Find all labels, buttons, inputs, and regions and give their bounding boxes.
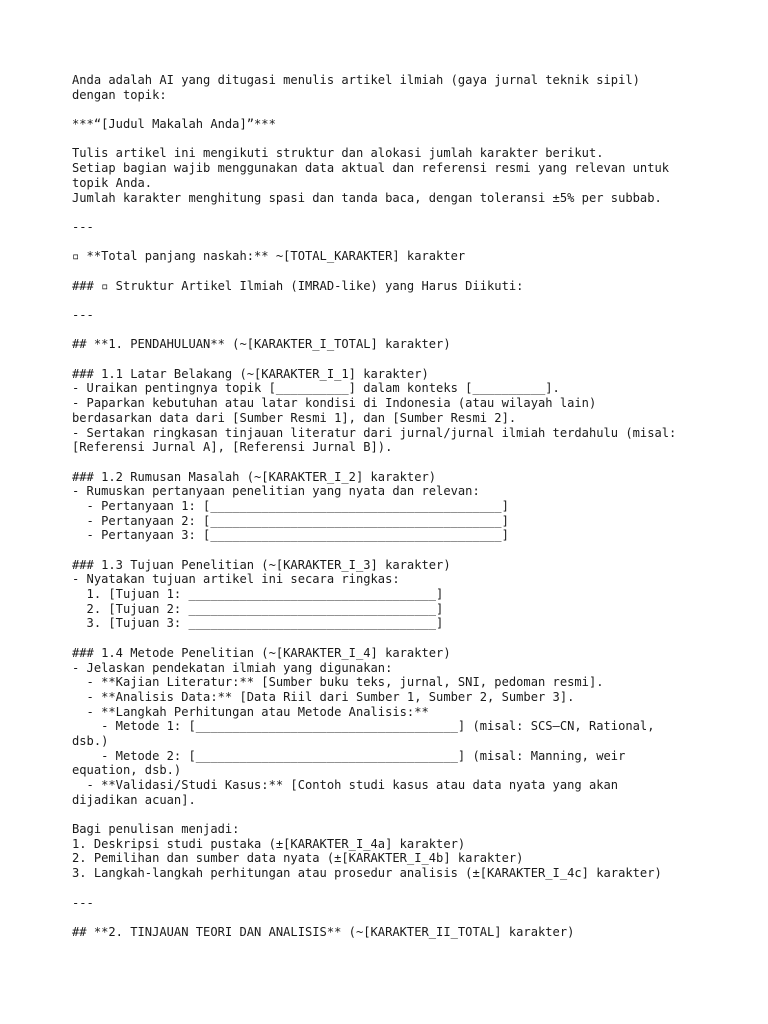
list-item: - Metode 2: [____________________________________] (misal: Manning, weir (72, 748, 626, 763)
blank-line (72, 264, 732, 279)
list-item: - Pertanyaan 2: [________________________________________] (72, 513, 509, 528)
blank-line (72, 132, 732, 147)
subsection-heading: ### 1.2 Rumusan Masalah (~[KARAKTER_I_2] karakter) (72, 469, 437, 484)
blank-line (72, 102, 732, 117)
text-line: dsb.) (72, 733, 109, 748)
section-heading: ## **2. TINJAUAN TEORI DAN ANALISIS** (~[KARAKTER_II_TOTAL] karakter) (72, 924, 575, 939)
blank-line (72, 910, 732, 925)
list-item: - Pertanyaan 3: [________________________________________] (72, 528, 509, 543)
blank-line (72, 631, 732, 646)
text-line: Bagi penulisan menjadi: (72, 822, 240, 837)
document-page (72, 73, 732, 940)
subsection-heading: ### 1.3 Tujuan Penelitian (~[KARAKTER_I_3] karakter) (72, 557, 451, 572)
blank-line (72, 352, 732, 367)
text-line: dengan topik: (72, 87, 167, 102)
blank-line (72, 235, 732, 250)
numbered-item: 2. Pemilihan dan sumber data nyata (±[KARAKTER_I_4b] karakter) (72, 851, 524, 866)
numbered-item: 3. [Tujuan 3: __________________________________] (72, 616, 444, 631)
horizontal-rule: --- (72, 219, 94, 234)
numbered-item: 1. Deskripsi studi pustaka (±[KARAKTER_I_4a] karakter) (72, 836, 466, 851)
list-item: - Rumuskan pertanyaan penelitian yang nyata dan relevan: (72, 484, 480, 499)
text-line: dijadikan acuan]. (72, 792, 196, 807)
text-line: equation, dsb.) (72, 763, 182, 778)
text-line: ***“[Judul Makalah Anda]”*** (72, 117, 276, 132)
blank-line (72, 293, 732, 308)
numbered-item: 2. [Tujuan 2: __________________________________] (72, 601, 444, 616)
text-line: Tulis artikel ini mengikuti struktur dan alokasi jumlah karakter berikut. (72, 146, 604, 161)
list-item: - Jelaskan pendekatan ilmiah yang digunakan: (72, 660, 393, 675)
text-line: Setiap bagian wajib menggunakan data aktual dan referensi resmi yang relevan untuk (72, 161, 670, 176)
list-item: - Pertanyaan 1: [________________________________________] (72, 498, 509, 513)
horizontal-rule: --- (72, 895, 94, 910)
text-line: berdasarkan data dari [Sumber Resmi 1], dan [Sumber Resmi 2]. (72, 410, 517, 425)
subsection-heading: ### 1.1 Latar Belakang (~[KARAKTER_I_1] karakter) (72, 366, 429, 381)
list-item: - **Validasi/Studi Kasus:** [Contoh studi kasus atau data nyata yang akan (72, 778, 619, 792)
blank-line (72, 807, 732, 822)
blank-line (72, 205, 732, 220)
list-item: - **Kajian Literatur:** [Sumber buku teks, jurnal, SNI, pedoman resmi]. (72, 675, 604, 690)
text-line: topik Anda. (72, 175, 153, 190)
text-line: [Referensi Jurnal A], [Referensi Jurnal B]). (72, 440, 393, 455)
text-line: ▫ **Total panjang naskah:** ~[TOTAL_KARAKTER] karakter (72, 249, 466, 264)
list-item: - Nyatakan tujuan artikel ini secara ringkas: (72, 572, 400, 587)
list-item: - **Langkah Perhitungan atau Metode Analisis:** (72, 704, 429, 719)
text-line: Anda adalah AI yang ditugasi menulis artikel ilmiah (gaya jurnal teknik sipil) (72, 73, 640, 87)
list-item: - Uraikan pentingnya topik [__________] dalam konteks [__________]. (72, 381, 560, 396)
horizontal-rule: --- (72, 308, 94, 322)
subsection-heading: ### ▫ Struktur Artikel Ilmiah (IMRAD-like) yang Harus Diikuti: (72, 278, 524, 293)
numbered-item: 3. Langkah-langkah perhitungan atau prosedur analisis (±[KARAKTER_I_4c] karakter) (72, 866, 662, 881)
text-line: Jumlah karakter menghitung spasi dan tanda baca, dengan toleransi ±5% per subbab. (72, 190, 662, 205)
blank-line (72, 881, 732, 896)
numbered-item: 1. [Tujuan 1: __________________________________] (72, 587, 444, 602)
list-item: - **Analisis Data:** [Data Riil dari Sumber 1, Sumber 2, Sumber 3]. (72, 689, 575, 704)
list-item: - Paparkan kebutuhan atau latar kondisi di Indonesia (atau wilayah lain) (72, 396, 597, 411)
section-heading: ## **1. PENDAHULUAN** (~[KARAKTER_I_TOTAL] karakter) (72, 337, 451, 352)
blank-line (72, 323, 732, 338)
subsection-heading: ### 1.4 Metode Penelitian (~[KARAKTER_I_4] karakter) (72, 645, 451, 660)
blank-line (72, 455, 732, 470)
list-item: - Sertakan ringkasan tinjauan literatur dari jurnal/jurnal ilmiah terdahulu (misal: (72, 425, 677, 440)
list-item: - Metode 1: [____________________________________] (misal: SCS–CN, Rational, (72, 719, 655, 734)
blank-line (72, 543, 732, 558)
